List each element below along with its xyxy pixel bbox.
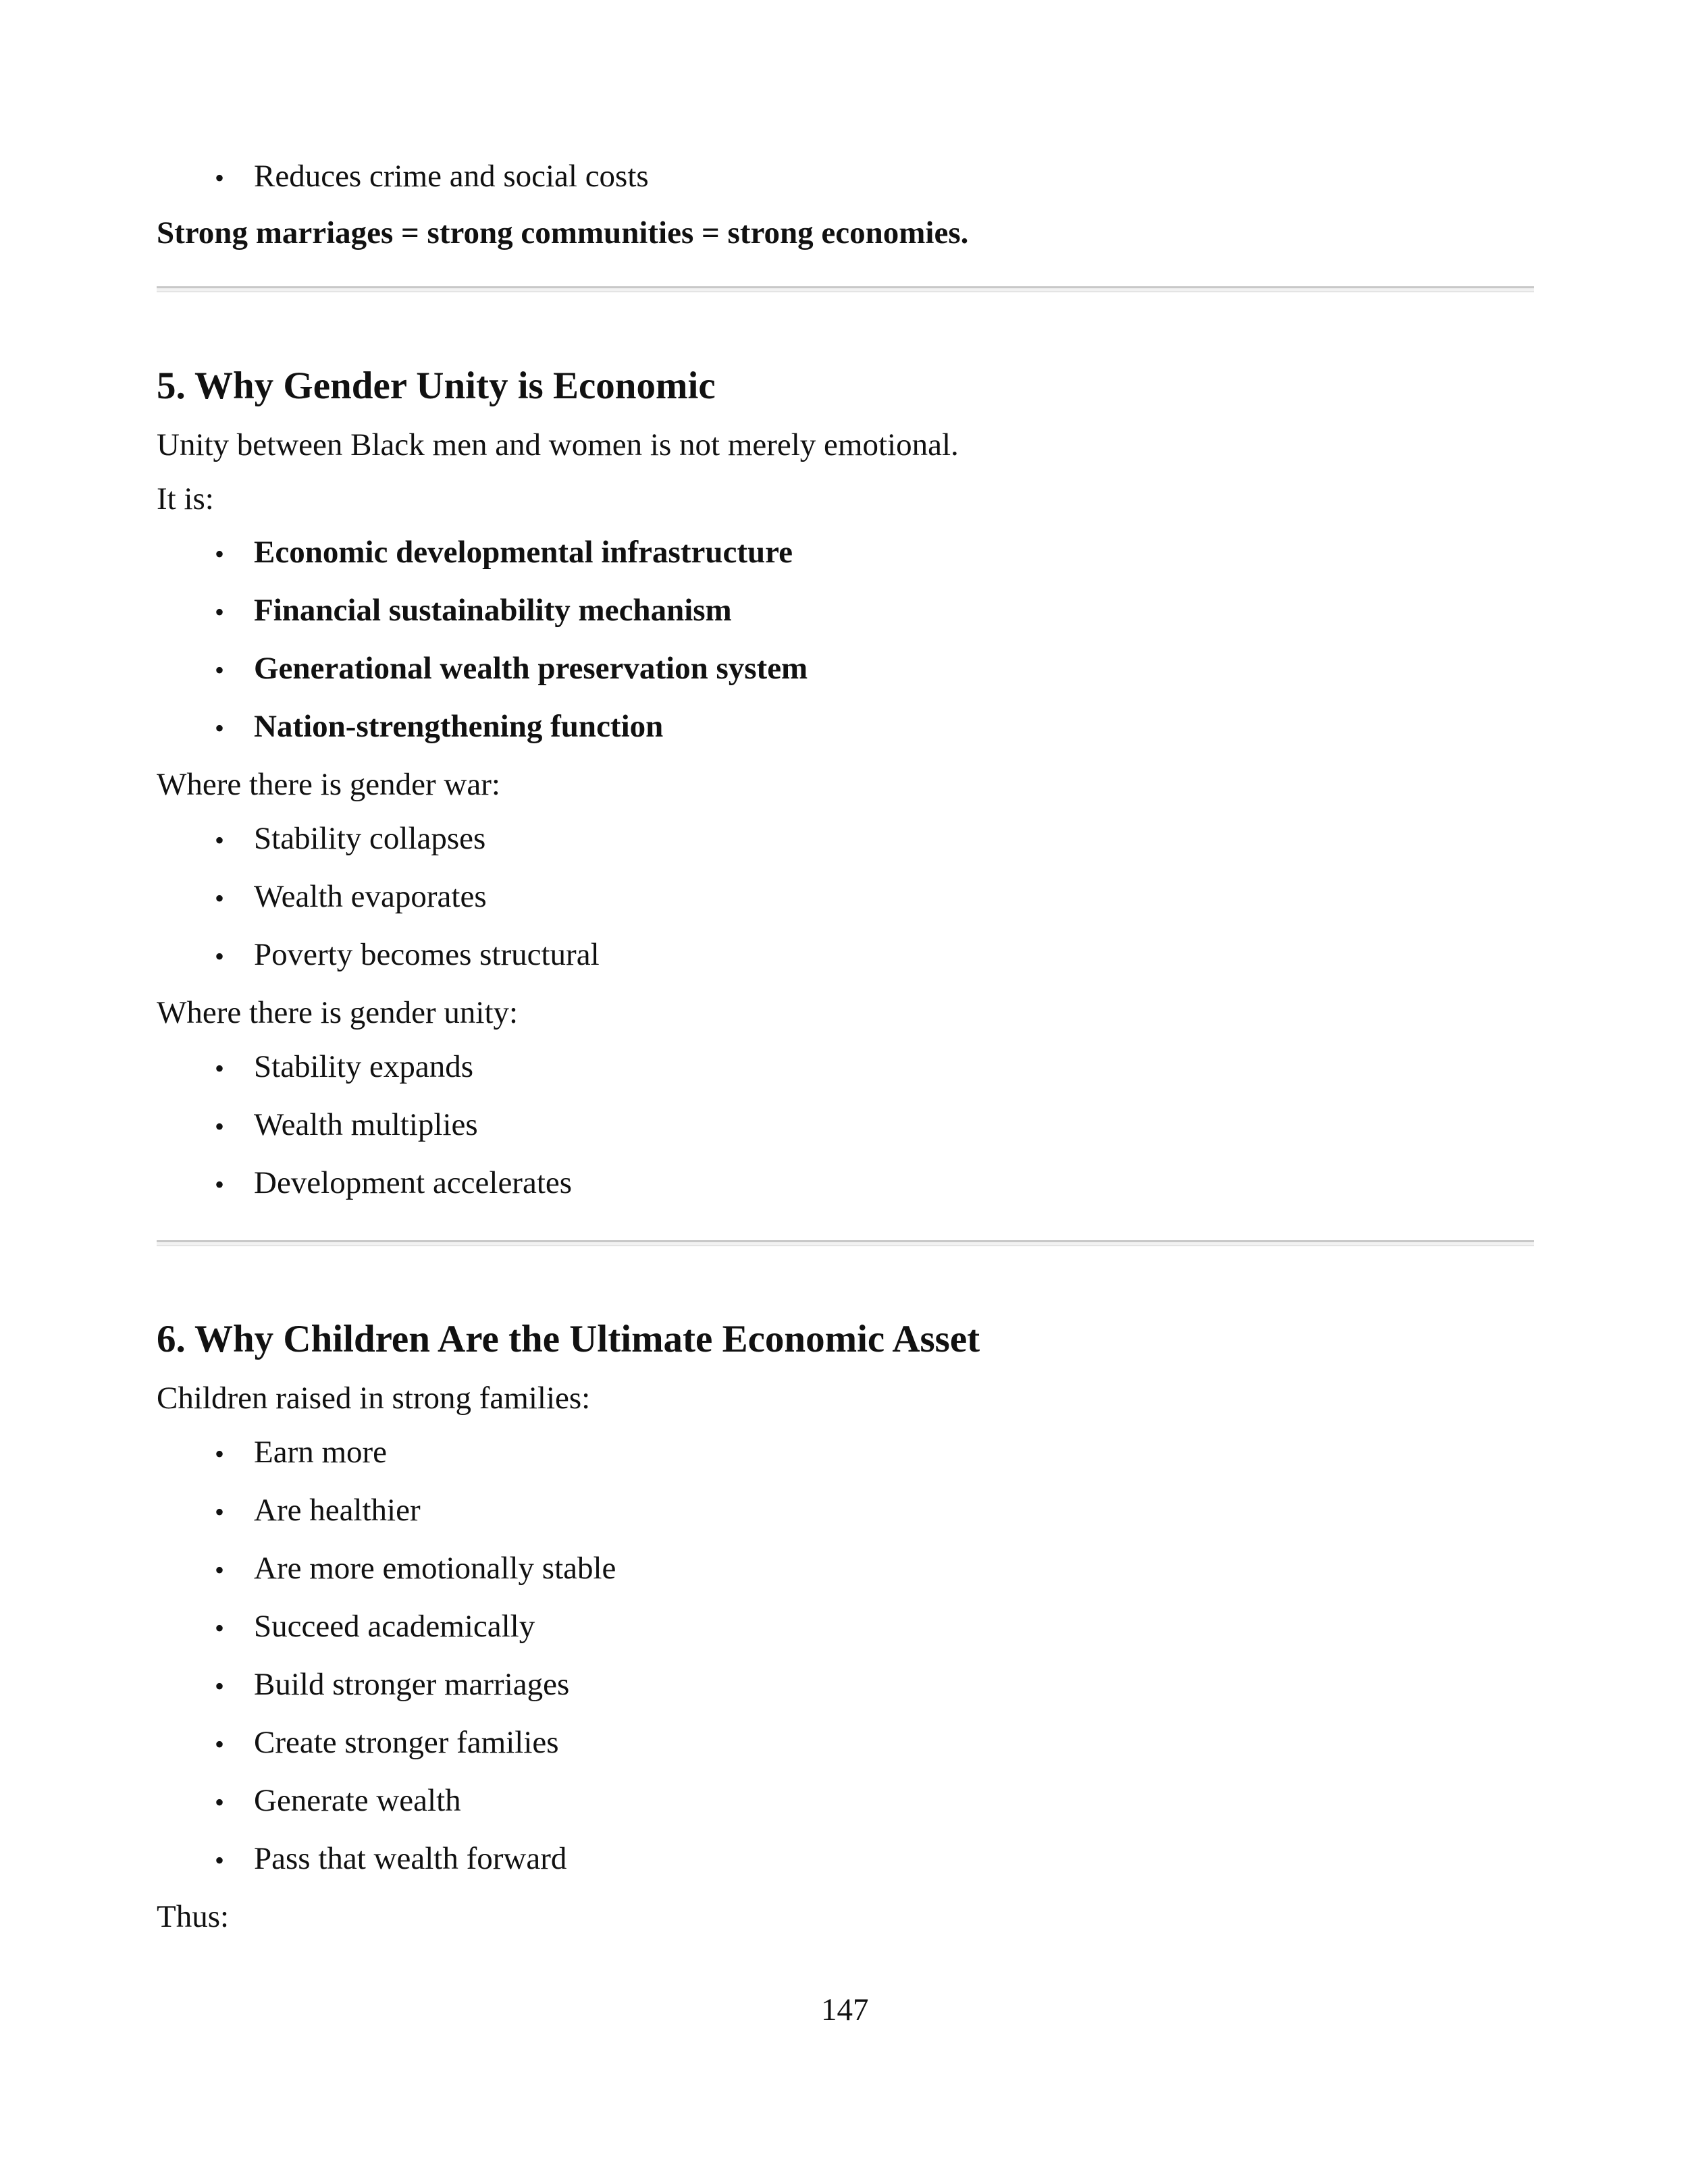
list-item: Development accelerates (254, 1165, 573, 1200)
bullet-marker: • (215, 1111, 225, 1142)
bullet-marker: • (215, 655, 225, 685)
list-item: Create stronger families (254, 1725, 559, 1760)
paragraph-label: Where there is gender war: (157, 767, 500, 802)
bullet-marker: • (215, 713, 225, 743)
bullet-marker: • (215, 1729, 225, 1759)
list-item: Succeed academically (254, 1609, 535, 1644)
bullet-marker: • (215, 941, 225, 971)
paragraph: Unity between Black men and women is not merely emotional. (157, 427, 959, 462)
list-item: Stability collapses (254, 821, 486, 856)
list-item: Are healthier (254, 1493, 421, 1528)
list-item: Wealth multiplies (254, 1107, 478, 1142)
bullet-marker: • (215, 1053, 225, 1084)
horizontal-divider (157, 1240, 1534, 1246)
summary-statement: Strong marriages = strong communities = strong economies. (157, 215, 969, 250)
list-item: Stability expands (254, 1049, 474, 1084)
section-heading-6: 6. Why Children Are the Ultimate Economic Asset (157, 1318, 980, 1360)
bullet-marker: • (215, 1787, 225, 1817)
horizontal-divider (157, 286, 1534, 292)
list-item: Build stronger marriages (254, 1667, 570, 1702)
list-item: Economic developmental infrastructure (254, 535, 793, 570)
list-item: Are more emotionally stable (254, 1551, 616, 1586)
paragraph-label: Children raised in strong families: (157, 1381, 591, 1416)
list-item: Generate wealth (254, 1783, 461, 1818)
section-heading-5: 5. Why Gender Unity is Economic (157, 365, 716, 407)
bullet-marker: • (215, 825, 225, 855)
list-item: Wealth evaporates (254, 879, 487, 914)
list-item: Earn more (254, 1435, 388, 1470)
bullet-marker: • (215, 1497, 225, 1527)
bullet-marker: • (215, 883, 225, 913)
bullet-marker: • (215, 163, 225, 193)
list-item: Financial sustainability mechanism (254, 593, 732, 628)
paragraph-label: Thus: (157, 1899, 230, 1934)
bullet-marker: • (215, 1671, 225, 1701)
list-item: Generational wealth preservation system (254, 651, 808, 686)
list-item: Poverty becomes structural (254, 937, 600, 972)
paragraph-label: Where there is gender unity: (157, 995, 519, 1030)
paragraph-label: It is: (157, 481, 214, 516)
list-item: Reduces crime and social costs (254, 159, 649, 194)
bullet-marker: • (215, 1439, 225, 1469)
list-item: Nation-strengthening function (254, 709, 664, 744)
page-number: 147 (821, 1992, 869, 2027)
bullet-marker: • (215, 1169, 225, 1200)
bullet-marker: • (215, 539, 225, 569)
bullet-marker: • (215, 1555, 225, 1585)
list-item: Pass that wealth forward (254, 1841, 567, 1876)
bullet-marker: • (215, 1613, 225, 1643)
bullet-marker: • (215, 1845, 225, 1875)
bullet-marker: • (215, 597, 225, 627)
